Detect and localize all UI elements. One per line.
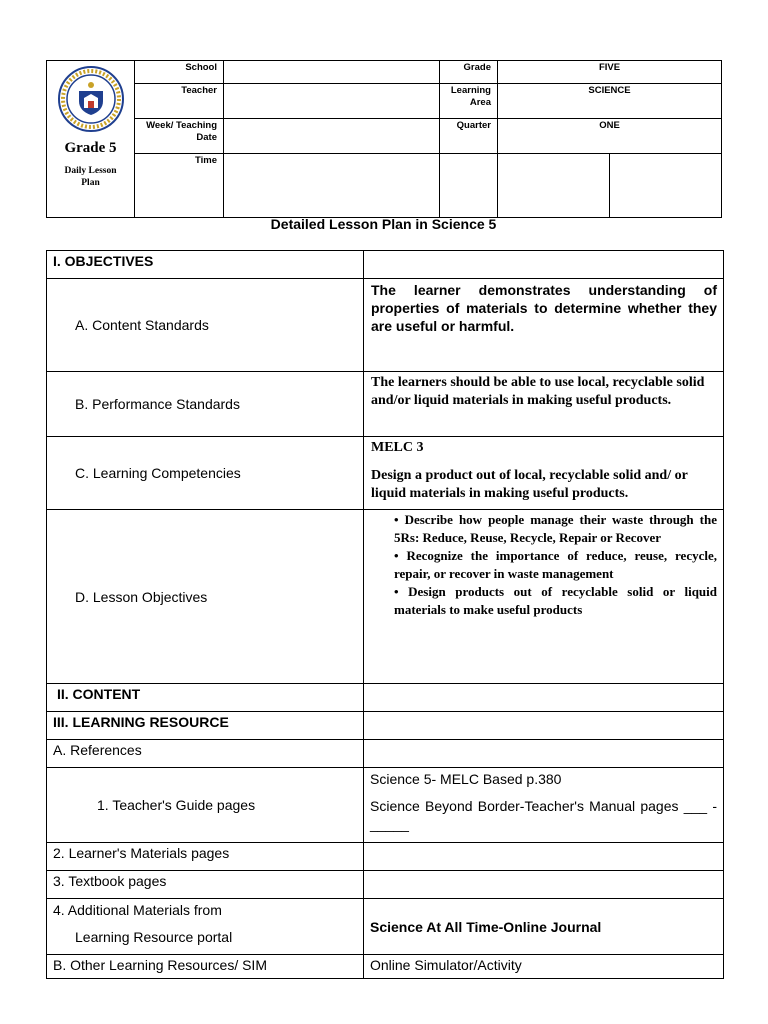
- table-row: [47, 899, 724, 955]
- daily-lesson-plan-label: Daily Lesson Plan: [64, 166, 117, 188]
- learning-resource-value-cell[interactable]: [364, 712, 724, 740]
- table-row: [47, 372, 724, 437]
- time-label: Time: [135, 154, 224, 218]
- table-row: [47, 279, 724, 372]
- lesson-objectives-label: D. Lesson Objectives: [47, 510, 364, 684]
- other-resources-value[interactable]: Online Simulator/Activity: [364, 955, 724, 979]
- table-row: [47, 712, 724, 740]
- table-row: [47, 768, 724, 843]
- content-heading: II. CONTENT: [47, 684, 364, 712]
- list-item: • Design products out of recyclable solid or liquid materials to make useful products: [394, 584, 717, 617]
- learners-materials-label: 2. Learner's Materials pages: [47, 843, 364, 871]
- references-value-cell[interactable]: [364, 740, 724, 768]
- lesson-objectives-cell[interactable]: [364, 510, 724, 684]
- learning-competencies-label: C. Learning Competencies: [47, 437, 364, 510]
- table-row: [47, 871, 724, 899]
- textbook-value-cell[interactable]: [364, 871, 724, 899]
- list-item: • Describe how people manage their waste through the 5Rs: Reduce, Reuse, Recycle, Repair or Recover: [394, 512, 717, 545]
- learning-competencies-cell[interactable]: [364, 437, 724, 510]
- teacher-field[interactable]: [224, 84, 440, 119]
- teacher-label: Teacher: [135, 84, 224, 119]
- table-row: [47, 510, 724, 684]
- document-title: Detailed Lesson Plan in Science 5: [270, 216, 497, 232]
- week-label: Week/ Teaching Date: [135, 119, 224, 154]
- table-row: [47, 843, 724, 871]
- deped-seal-icon: [57, 65, 125, 133]
- time-field[interactable]: [224, 154, 440, 218]
- time-extra-cell-3[interactable]: [610, 154, 722, 218]
- additional-materials-label-line-2: Learning Resource portal: [75, 929, 233, 945]
- header-table: [46, 60, 722, 218]
- lesson-plan-table: [46, 250, 724, 979]
- table-row: [47, 251, 724, 279]
- school-field[interactable]: [224, 61, 440, 84]
- time-extra-cell-1[interactable]: [440, 154, 498, 218]
- additional-materials-label-cell: [47, 899, 364, 955]
- teachers-guide-label: 1. Teacher's Guide pages: [47, 768, 364, 843]
- grade-label: Grade: [440, 61, 498, 84]
- performance-standards-value[interactable]: The learners should be able to use local, recyclable solid and/or liquid materials in making useful products.: [364, 372, 724, 437]
- learning-resource-heading: III. LEARNING RESOURCE: [47, 712, 364, 740]
- learners-materials-value-cell[interactable]: [364, 843, 724, 871]
- grade-value: FIVE: [498, 61, 722, 84]
- additional-materials-value[interactable]: Science At All Time-Online Journal: [364, 899, 724, 955]
- references-label: A. References: [47, 740, 364, 768]
- content-standards-value[interactable]: The learner demonstrates understanding of properties of materials to determine whether they are useful or harmful.: [364, 279, 724, 372]
- performance-standards-label: B. Performance Standards: [47, 372, 364, 437]
- learning-competencies-value: Design a product out of local, recyclable solid and/ or liquid materials in making useful products.: [371, 468, 688, 501]
- school-label: School: [135, 61, 224, 84]
- grade-title: Grade 5: [64, 140, 117, 156]
- objectives-heading: I. OBJECTIVES: [47, 251, 364, 279]
- additional-materials-label-line-1: 4. Additional Materials from: [53, 902, 222, 918]
- logo-cell: [47, 61, 135, 218]
- time-extra-cell-2[interactable]: [498, 154, 610, 218]
- content-standards-label: A. Content Standards: [47, 279, 364, 372]
- objectives-value-cell[interactable]: [364, 251, 724, 279]
- table-row: [47, 437, 724, 510]
- teachers-guide-cell[interactable]: [364, 768, 724, 843]
- learning-area-label: Learning Area: [440, 84, 498, 119]
- textbook-label: 3. Textbook pages: [47, 871, 364, 899]
- melc-tag: MELC 3: [371, 440, 424, 455]
- week-field[interactable]: [224, 119, 440, 154]
- learning-area-value: SCIENCE: [498, 84, 722, 119]
- list-item: • Recognize the importance of reduce, reuse, recycle, repair, or recover in waste management: [394, 548, 717, 581]
- content-value[interactable]: [364, 684, 724, 712]
- quarter-value: ONE: [498, 119, 722, 154]
- quarter-label: Quarter: [440, 119, 498, 154]
- table-row: [47, 740, 724, 768]
- table-row: [47, 955, 724, 979]
- other-resources-label: B. Other Learning Resources/ SIM: [47, 955, 364, 979]
- table-row: [47, 684, 724, 712]
- teachers-guide-line-2: Science Beyond Border-Teacher's Manual pages ___ - _____: [370, 798, 717, 832]
- teachers-guide-line-1: Science 5- MELC Based p.380: [370, 771, 562, 787]
